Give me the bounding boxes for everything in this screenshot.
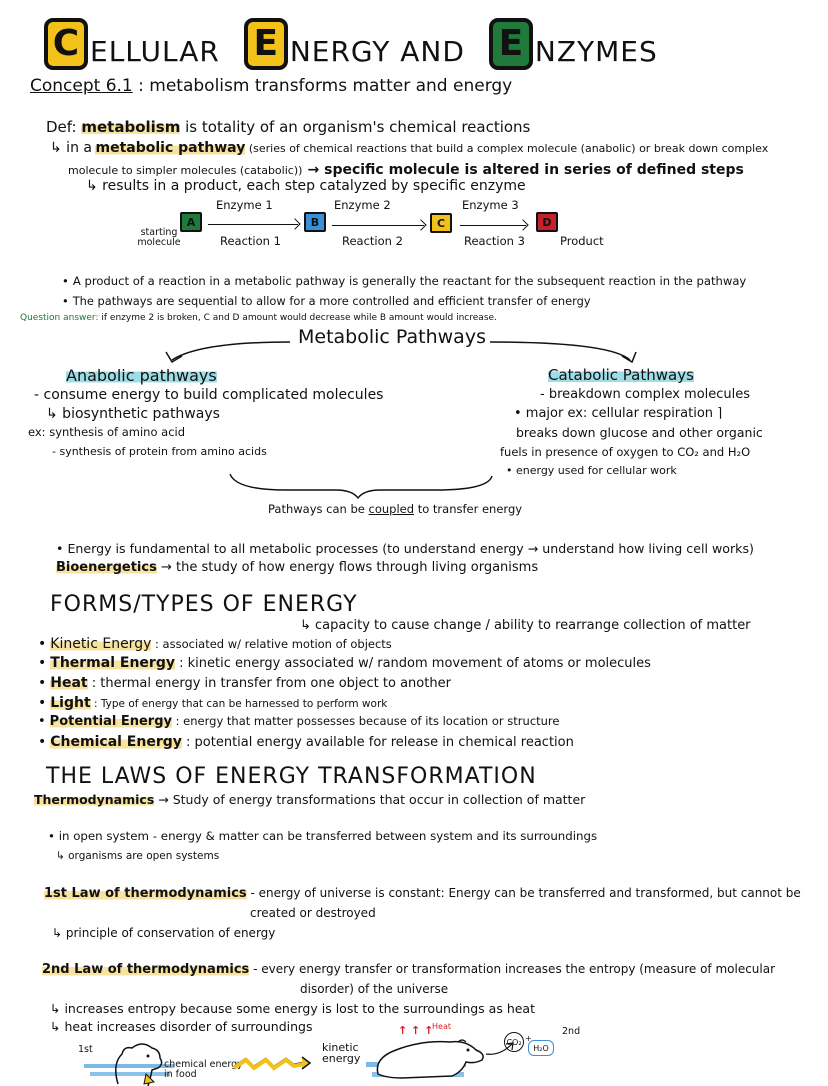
molecule-c-box: C [430,213,452,233]
energy-form-heat [38,675,451,691]
second-law-sub-2: ↳ heat increases disorder of surroundings [50,1019,313,1034]
bioenergetics-line [56,560,538,575]
bioenergetics-text: → the study of how energy flows through living organisms [160,560,539,575]
heat-term: • Heat [38,675,88,691]
product-label: Product [560,234,604,248]
kinetic-energy-label: kinetic energy [322,1041,361,1065]
energy-form-chemical [38,734,574,750]
anabolic-line-4: - synthesis of protein from amino acids [52,445,267,458]
first-law-term: 1st Law of thermodynamics [44,886,247,901]
first-law-sub: ↳ principle of conservation of energy [52,926,276,940]
zigzag-arrow-icon [232,1052,312,1074]
pathway-cont-small: molecule to simpler molecules (catabolic)) [68,164,303,177]
title-word-energy-and: NERGY AND [289,35,465,68]
enzyme-1-label: Enzyme 1 [216,198,273,212]
first-law-cont: created or destroyed [250,906,376,920]
pathway-cont: → specific molecule is altered in series of defined steps [307,162,744,178]
open-system-line: • in open system - energy & matter can be transferred between system and its surroundings [48,829,598,843]
thermal-term: • Thermal Energy [38,655,175,671]
concept-heading [30,76,512,96]
molecule-a-box: A [180,212,202,232]
molecule-b-box: B [304,212,326,232]
coupled-word: coupled [368,502,415,516]
arrow-icon [460,225,526,226]
catabolic-line-5: • energy used for cellular work [506,464,677,477]
heat-arrows-icon: ↑ ↑ ↑ [398,1024,434,1037]
reaction-2-label: Reaction 2 [342,234,403,248]
coupled-suffix: to transfer energy [417,502,523,516]
catabolic-line-3: breaks down glucose and other organic [516,425,763,440]
metabolic-pathways-heading: Metabolic Pathways [298,326,486,348]
concept-text: : metabolism transforms matter and energy [138,76,513,96]
thermodynamics-term: Thermodynamics [34,792,155,807]
def-term-metabolism: metabolism [81,118,181,136]
second-law-cont: disorder) of the universe [300,982,449,996]
pathway-bullet-1: • A product of a reaction in a metabolic pathway is generally the reactant for the subsequent reaction in the pathway [62,274,746,288]
kinetic-desc: : associated w/ relative motion of objects [155,637,392,651]
catabolic-title [548,366,694,384]
thermal-desc: : kinetic energy associated w/ random movement of atoms or molecules [179,656,651,671]
plus-sign: + [525,1034,532,1043]
title-initial-e2: E [489,18,533,70]
anabolic-line-3: ex: synthesis of amino acid [28,425,186,439]
title-word-enzymes: NZYMES [534,35,658,68]
pathway-term: metabolic pathway [95,140,246,156]
second-law-line [42,962,775,977]
arrow-icon [332,225,424,226]
question-answer [20,313,497,323]
curly-brace-icon [226,470,496,500]
question-answer-text: if enzyme 2 is broken, C and D amount would decrease while B amount would increase. [101,313,497,323]
second-law-sub-1: ↳ increases entropy because some energy is lost to the surroundings as heat [50,1001,535,1016]
coupled-note [268,502,522,516]
energy-form-light [38,695,387,711]
first-law-line [44,886,801,901]
anabolic-title-text: Anabolic pathways [66,366,217,385]
catabolic-line-2: • major ex: cellular respiration ⌉ [514,406,723,421]
first-law-text: - energy of universe is constant: Energy can be transferred and transformed, but cannot be [250,886,801,900]
anabolic-title [66,366,217,385]
title-word-cellular: ELLULAR [90,35,220,68]
light-desc: : Type of energy that can be harnessed to perform work [94,698,388,710]
anabolic-line-2: ↳ biosynthetic pathways [46,406,220,422]
chemical-desc: : potential energy available for release in chemical reaction [186,735,574,750]
heat-label: Heat [432,1022,451,1031]
anabolic-line-1: - consume energy to build complicated molecules [34,387,384,403]
pathway-bullet-2: • The pathways are sequential to allow for a more controlled and efficient transfer of energy [62,294,591,308]
pathway-paren: (series of chemical reactions that build a complex molecule (anabolic) or break down complex [248,142,769,155]
thermodynamics-line [34,792,585,807]
thermodynamics-text: → Study of energy transformations that occur in collection of matter [158,792,586,807]
definition-line [46,118,530,136]
kinetic-term: • Kinetic Energy [38,636,151,652]
catabolic-line-1: - breakdown complex molecules [540,387,751,402]
def-prefix: Def: [46,118,77,136]
molecule-d-box: D [536,212,558,232]
potential-desc: : energy that matter possesses because of its location or structure [175,714,560,728]
energy-form-potential [38,714,560,729]
second-law-text: - every energy transfer or transformation increases the entropy (measure of molecular [253,962,776,976]
open-system-sub: ↳ organisms are open systems [56,850,220,862]
catabolic-line-4: fuels in presence of oxygen to CO₂ and H₂O [500,445,751,459]
laws-heading: THE LAWS OF ENERGY TRANSFORMATION [46,764,537,789]
def-text: is totality of an organism's chemical reactions [185,118,531,136]
energy-form-kinetic [38,636,392,652]
second-law-term: 2nd Law of thermodynamics [42,962,250,977]
question-answer-label: Question answer: [20,313,99,323]
second-law-illustration-label: 2nd [562,1026,581,1037]
concept-label: Concept 6.1 [30,76,133,96]
energy-form-thermal [38,655,651,671]
coupled-prefix: Pathways can be [268,502,365,516]
catabolic-title-text: Catabolic Pathways [548,366,694,384]
chemical-energy-label: chemical energy in food [164,1059,243,1080]
pathway-definition-line [50,140,768,156]
result-line: ↳ results in a product, each step catalyzed by specific enzyme [86,178,526,194]
light-term: • Light [38,695,91,711]
chemical-term: • Chemical Energy [38,734,182,750]
h2o-bubble: H₂O [528,1040,554,1056]
arrow-icon [208,224,298,225]
potential-term: • Potential Energy [38,714,172,729]
heat-desc: : thermal energy in transfer from one object to another [91,676,451,691]
bear-eating-icon [108,1036,168,1086]
pathway-continuation [68,159,744,178]
reaction-1-label: Reaction 1 [220,234,281,248]
reaction-3-label: Reaction 3 [464,234,525,248]
first-law-illustration-label: 1st [78,1044,93,1055]
pathway-prefix: ↳ in a [50,140,92,156]
bear-running-icon [372,1036,492,1082]
title-initial-c: C [44,18,88,70]
starting-molecule-label: starting molecule [137,227,181,248]
energy-fundamental-line: • Energy is fundamental to all metabolic processes (to understand energy → understand how living cell works) [56,541,754,556]
forms-heading: FORMS/TYPES OF ENERGY [50,592,358,617]
bioenergetics-term: Bioenergetics [56,560,157,575]
enzyme-2-label: Enzyme 2 [334,198,391,212]
pathway-diagram [0,196,828,266]
energy-definition: ↳ capacity to cause change / ability to rearrange collection of matter [300,618,751,633]
title-initial-e1: E [244,18,288,70]
enzyme-3-label: Enzyme 3 [462,198,519,212]
co2-bubble: CO₂ [504,1032,524,1052]
page-title [44,14,682,70]
